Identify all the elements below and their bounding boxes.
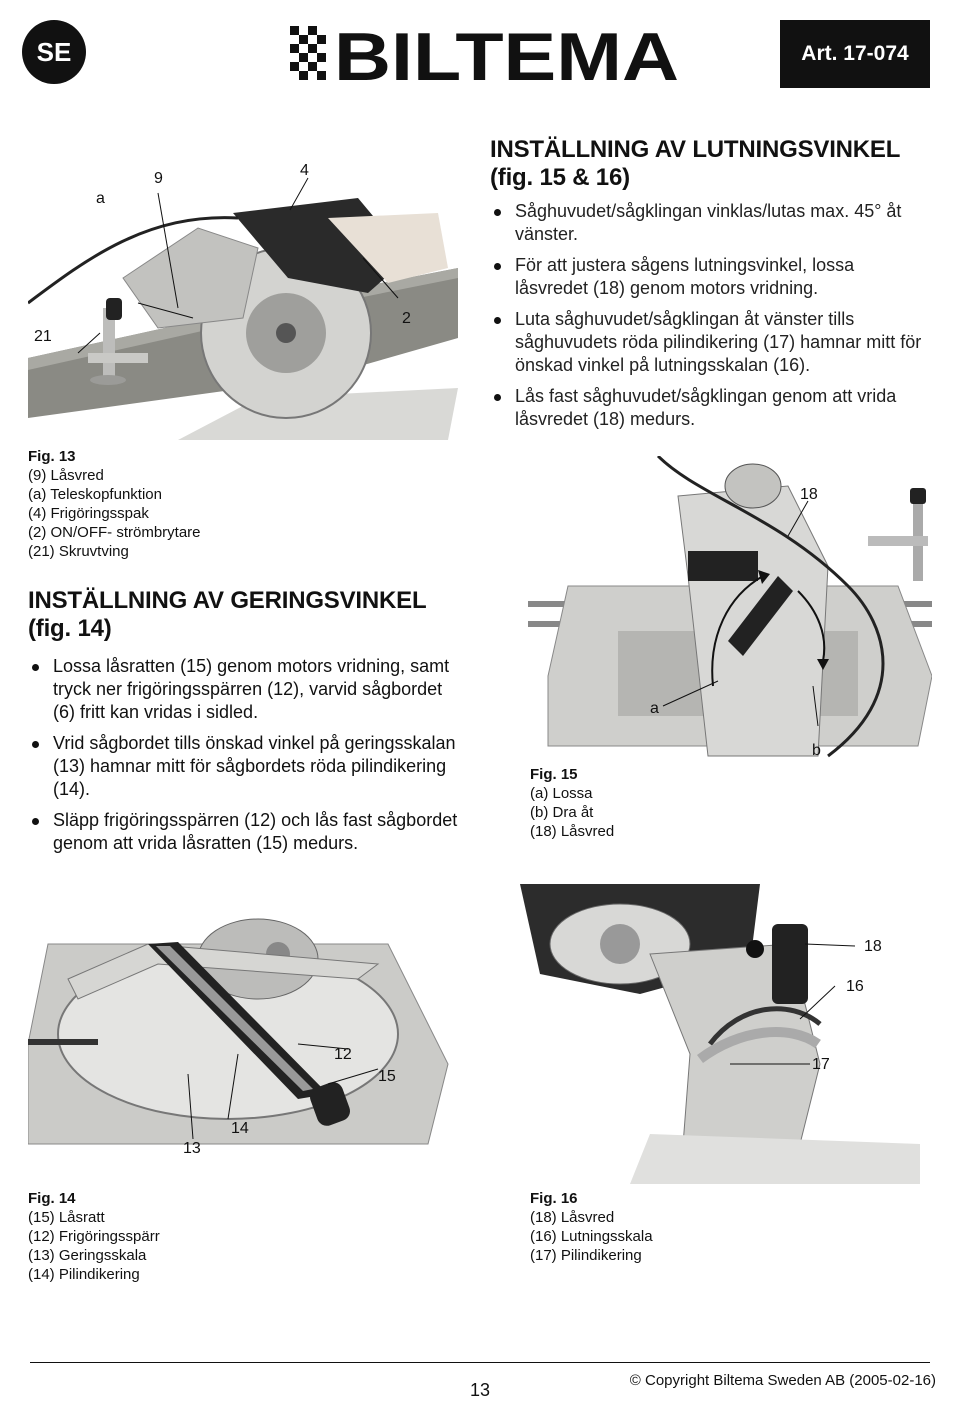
instruction-item: Släpp frigöringsspärren (12) och lås fast sågbordet genom att vrida låsratten (15) medurs.: [28, 809, 468, 855]
fig15-caption-title: Fig. 15: [530, 766, 578, 783]
callout-18: 18: [864, 938, 882, 955]
callout-15: 15: [378, 1068, 396, 1085]
fig13-photo: [28, 118, 458, 440]
lutningsvinkel-section: [490, 136, 930, 439]
callout-4: 4: [300, 162, 309, 179]
fig14-photo: [28, 884, 458, 1184]
miter-saw-top-illustration: [528, 456, 932, 760]
instruction-item: För att justera sågens lutningsvinkel, lossa låsvredet (18) genom motors vridning.: [490, 254, 930, 300]
callout-9: 9: [154, 170, 163, 187]
callout-21: 21: [34, 328, 52, 345]
miter-table-illustration: [28, 884, 458, 1184]
caption-item: (21) Skruvtving: [28, 543, 129, 560]
fig16-photo: [500, 884, 932, 1184]
caption-item: (14) Pilindikering: [28, 1266, 140, 1283]
biltema-logo: [286, 16, 686, 90]
circular-saw-illustration: [28, 118, 458, 440]
caption-item: (13) Geringsskala: [28, 1247, 147, 1264]
brand-wordmark: BILTEMA: [334, 19, 679, 90]
fig15-photo: [528, 456, 932, 760]
fig13-caption-title: Fig. 13: [28, 448, 76, 465]
page-number: 13: [469, 1380, 491, 1400]
instruction-item: Luta såghuvudet/sågklingan åt vänster tills såghuvudets röda pilindikering (17) hamnar mitt för önskad vinkel på lutningsskalan (16).: [490, 308, 930, 377]
article-number: Art. 17-074: [780, 20, 930, 88]
instruction-list: [490, 200, 930, 431]
instruction-list: [28, 655, 468, 855]
fig16-caption: [530, 1189, 830, 1265]
instruction-item: Lås fast såghuvudet/sågklingan genom att vrida låsvredet (18) medurs.: [490, 385, 930, 431]
fig15-caption: [530, 765, 830, 841]
callout-a: a: [96, 190, 105, 207]
callout-13: 13: [183, 1140, 201, 1157]
language-badge: SE: [22, 20, 86, 84]
copyright-notice: © Copyright Biltema Sweden AB (2005-02-16): [629, 1372, 936, 1389]
callout-b: b: [812, 742, 821, 759]
caption-item: (a) Lossa: [530, 785, 593, 802]
caption-item: (16) Lutningsskala: [530, 1228, 653, 1245]
instruction-item: Lossa låsratten (15) genom motors vridning, samt tryck ner frigöringsspärren (12), varvid sågbordet (6) fritt kan vridas i sidled.: [28, 655, 468, 724]
callout-12: 12: [334, 1046, 352, 1063]
caption-item: (a) Teleskopfunktion: [28, 486, 162, 503]
fig16-caption-title: Fig. 16: [530, 1190, 578, 1207]
caption-item: (2) ON/OFF- strömbrytare: [28, 524, 201, 541]
instruction-item: Såghuvudet/sågklingan vinklas/lutas max. 45° åt vänster.: [490, 200, 930, 246]
section-heading: INSTÄLLNING AV GERINGSVINKEL (fig. 14): [28, 587, 427, 642]
fig13-caption: [28, 447, 448, 561]
bevel-scale-illustration: [500, 884, 932, 1184]
footer-rule: [30, 1362, 930, 1363]
callout-18: 18: [800, 486, 818, 503]
caption-item: (4) Frigöringsspak: [28, 505, 149, 522]
caption-item: (15) Låsratt: [28, 1209, 105, 1226]
page-header: [0, 0, 960, 110]
geringsvinkel-section: [28, 587, 468, 863]
caption-item: (18) Låsvred: [530, 823, 615, 840]
callout-16: 16: [846, 978, 864, 995]
callout-17: 17: [812, 1056, 830, 1073]
caption-item: (b) Dra åt: [530, 804, 594, 821]
caption-item: (9) Låsvred: [28, 467, 104, 484]
instruction-item: Vrid sågbordet tills önskad vinkel på geringsskalan (13) hamnar mitt för sågbordets röda pilindikering (14).: [28, 732, 468, 801]
callout-2: 2: [402, 310, 411, 327]
caption-item: (12) Frigöringsspärr: [28, 1228, 160, 1245]
section-heading: INSTÄLLNING AV LUTNINGSVINKEL (fig. 15 & 16): [490, 136, 901, 191]
caption-item: (17) Pilindikering: [530, 1247, 642, 1264]
fig14-caption-title: Fig. 14: [28, 1190, 76, 1207]
caption-item: (18) Låsvred: [530, 1209, 615, 1226]
fig14-caption: [28, 1189, 328, 1284]
callout-a: a: [650, 700, 659, 717]
callout-14: 14: [231, 1120, 249, 1137]
